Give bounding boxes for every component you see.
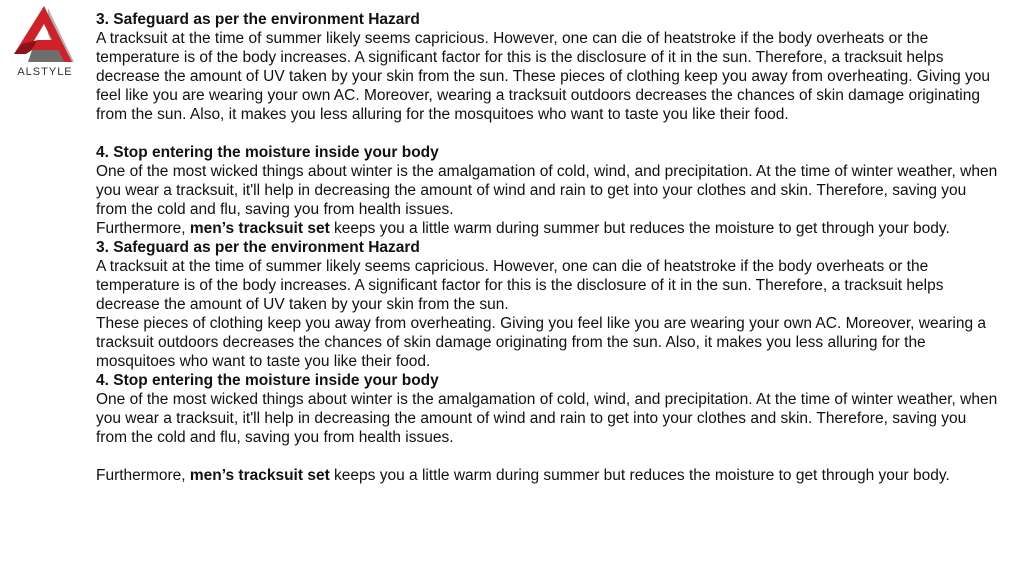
section-heading: 3. Safeguard as per the environment Hazard (96, 11, 420, 28)
paragraph-gap (96, 124, 1001, 143)
text-span: keeps you a little warm during summer but reduces the moisture to get through your body. (329, 220, 950, 237)
section-paragraph: A tracksuit at the time of summer likely seems capricious. However, one can die of heatstroke if the body overheats or the temperature is of the body increases. A significant factor for this is the disclosure of it in the sun. Therefore, a tracksuit helps decrease the amount of UV taken by your skin from the sun. (96, 258, 944, 313)
section-paragraph: A tracksuit at the time of summer likely seems capricious. However, one can die of heatstroke if the body overheats or the temperature is of the body increases. A significant factor for this is the disclosure of it in the sun. Therefore, a tracksuit helps decrease the amount of UV taken by your skin from the sun. These pieces of clothing keep you away from overheating. Giving you feel like you are wearing your own AC. Moreover, wearing a tracksuit outdoors decreases the chances of skin damage originating from the sun. Also, it makes you less alluring for the mosquitoes who want to taste you like their food. (96, 30, 991, 123)
text-span: Furthermore, (96, 467, 190, 484)
logo-mark-icon (8, 4, 78, 66)
keyword-link: men’s tracksuit set (189, 467, 330, 484)
section-heading: 4. Stop entering the moisture inside your body (96, 144, 439, 161)
section-heading: 4. Stop entering the moisture inside your body (96, 372, 439, 389)
logo-brand-text: ALSTYLE (17, 66, 73, 78)
article-content (96, 10, 1001, 485)
section-paragraph: One of the most wicked things about winter is the amalgamation of cold, wind, and precipitation. At the time of winter weather, when you wear a tracksuit, it'll help in decreasing the amount of wind and rain to get into your clothes and skin. Therefore, saving you from the cold and flu, saving you from health issues. (96, 391, 998, 446)
section-heading: 3. Safeguard as per the environment Hazard (96, 239, 420, 256)
section-paragraph (96, 466, 1001, 485)
text-span: keeps you a little warm during summer but reduces the moisture to get through your body. (329, 467, 950, 484)
section-paragraph (96, 219, 1001, 238)
paragraph-gap (96, 447, 1001, 466)
section-paragraph: These pieces of clothing keep you away from overheating. Giving you feel like you are wearing your own AC. Moreover, wearing a tracksuit outdoors decreases the chances of skin damage originating from the sun. Also, it makes you less alluring for the mosquitoes who want to taste you like their food. (96, 315, 987, 370)
section-paragraph: One of the most wicked things about winter is the amalgamation of cold, wind, and precipitation. At the time of winter weather, when you wear a tracksuit, it'll help in decreasing the amount of wind and rain to get into your clothes and skin. Therefore, saving you from the cold and flu, saving you from health issues. (96, 163, 998, 218)
keyword-link: men’s tracksuit set (189, 220, 330, 237)
text-span: Furthermore, (96, 220, 190, 237)
alstyle-logo (8, 4, 78, 86)
